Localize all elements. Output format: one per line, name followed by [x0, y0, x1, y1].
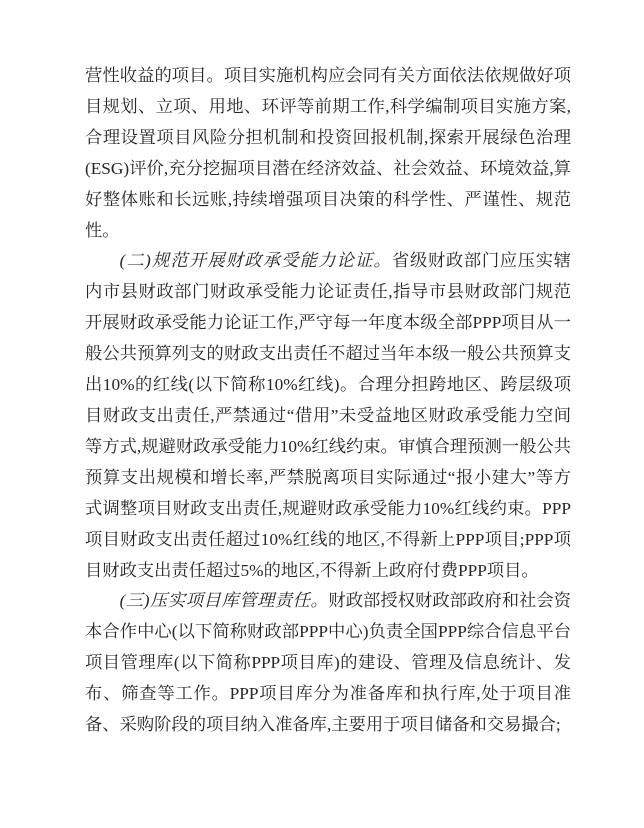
- paragraph-continuation: [85, 61, 571, 246]
- paragraph-text: 省级财政部门应压实辖内市县财政部门财政承受能力论证责任,指导市县财政部门规范开展财政承受能力论证工作,严守每一年度本级全部PPP项目从一般公共预算列支的财政支出责任不超过当年本级一般公共预算支出10%的红线(以下简称10%红线)。合理分担跨地区、跨层级项目财政支出责任,严禁通过“借用”未受益地区财政承受能力空间等方式,规避财政承受能力10%红线约束。审慎合理预测一般公共预算支出规模和增长率,严禁脱离项目实际通过“报小建大”等方式调整项目财政支出责任,规避财政承受能力10%红线约束。PPP项目财政支出责任超过10%红线的地区,不得新上PPP项目;PPP项目财政支出责任超过5%的地区,不得新上政府付费PPP项目。: [85, 251, 571, 580]
- paragraph-section-2: [85, 246, 571, 586]
- paragraph-section-3: [85, 586, 571, 741]
- paragraph-text: 财政部授权财政部政府和社会资本合作中心(以下简称财政部PPP中心)负责全国PPP综合信息平台项目管理库(以下简称PPP项目库)的建设、管理及信息统计、发布、筛查等工作。PPP项目库分为准备库和执行库,处于项目准备、采购阶段的项目纳入准备库,主要用于项目储备和交易撮合;: [85, 591, 571, 735]
- section-heading-2: (二)规范开展财政承受能力论证。: [119, 251, 393, 271]
- paragraph-text: 营性收益的项目。项目实施机构应会同有关方面依法依规做好项目规划、立项、用地、环评等前期工作,科学编制项目实施方案,合理设置项目风险分担机制和投资回报机制,探索开展绿色治理(ESG)评价,充分挖掘项目潜在经济效益、社会效益、环境效益,算好整体账和长远账,持续增强项目决策的科学性、严谨性、规范性。: [85, 66, 571, 240]
- section-heading-3: (三)压实项目库管理责任。: [119, 591, 329, 611]
- document-page: [85, 61, 571, 741]
